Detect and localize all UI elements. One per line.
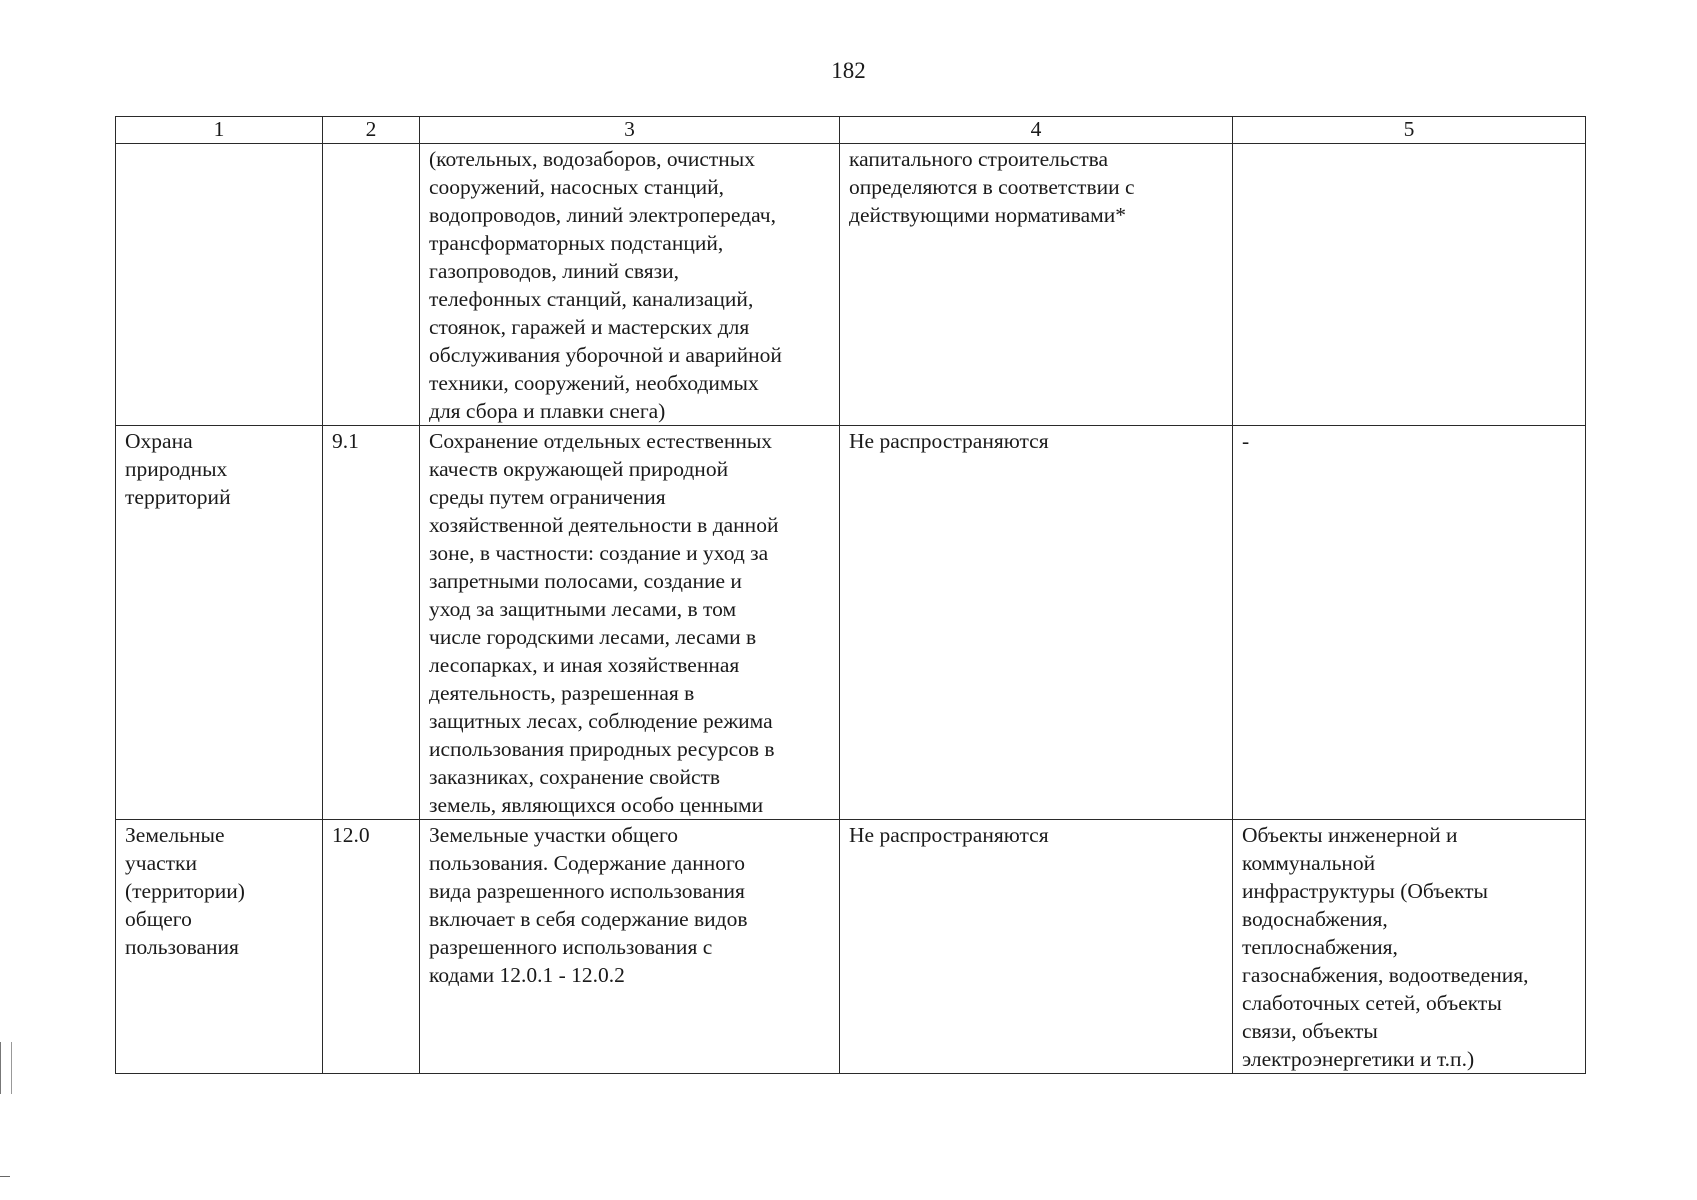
header-cell-4: 4	[840, 117, 1233, 144]
cell-description: Сохранение отдельных естественных качеств окружающей природной среды путем ограничения хозяйственной деятельности в данной зоне, в частности: создание и уход за запретными полосами, создание и уход за защитными лесами, в том числе городскими лесами, лесами в лесопарках, и иная хозяйственная деятельность, разрешенная в защитных лесах, соблюдение режима использования природных ресурсов в заказниках, сохранение свойств земель, являющихся особо ценными	[420, 426, 840, 820]
table-header-row	[116, 117, 1586, 144]
cell-code: 12.0	[323, 820, 420, 1074]
cell-parameters: Не распространяются	[840, 820, 1233, 1074]
cell-code	[323, 144, 420, 426]
table-row	[116, 144, 1586, 426]
header-cell-2: 2	[323, 117, 420, 144]
header-cell-1: 1	[116, 117, 323, 144]
cell-objects: Объекты инженерной и коммунальной инфраструктуры (Объекты водоснабжения, теплоснабжения, газоснабжения, водоотведения, слаботочных сетей, объекты связи, объекты электроэнергетики и т.п.)	[1233, 820, 1586, 1074]
header-cell-3: 3	[420, 117, 840, 144]
cell-parameters: капитального строительства определяются в соответствии с действующими нормативами*	[840, 144, 1233, 426]
page-number: 182	[831, 58, 866, 83]
cell-parameters: Не распространяются	[840, 426, 1233, 820]
cell-objects	[1233, 144, 1586, 426]
cell-description: Земельные участки общего пользования. Содержание данного вида разрешенного использования включает в себя содержание видов разрешенного использования с кодами 12.0.1 - 12.0.2	[420, 820, 840, 1074]
cell-use-name: Охрана природных территорий	[116, 426, 323, 820]
cell-use-name	[116, 144, 323, 426]
table-row	[116, 820, 1586, 1074]
header-cell-5: 5	[1233, 117, 1586, 144]
cell-use-name: Земельные участки (территории) общего пользования	[116, 820, 323, 1074]
cell-objects: -	[1233, 426, 1586, 820]
table-row	[116, 426, 1586, 820]
cell-description: (котельных, водозаборов, очистных сооружений, насосных станций, водопроводов, линий электропередач, трансформаторных подстанций, газопроводов, линий связи, телефонных станций, канализаций, стоянок, гаражей и мастерских для обслуживания уборочной и аварийной техники, сооружений, необходимых для сбора и плавки снега)	[420, 144, 840, 426]
cell-code: 9.1	[323, 426, 420, 820]
margin-tick	[0, 1176, 10, 1177]
binding-margin-mark	[0, 1042, 12, 1094]
zoning-table	[115, 116, 1586, 1074]
